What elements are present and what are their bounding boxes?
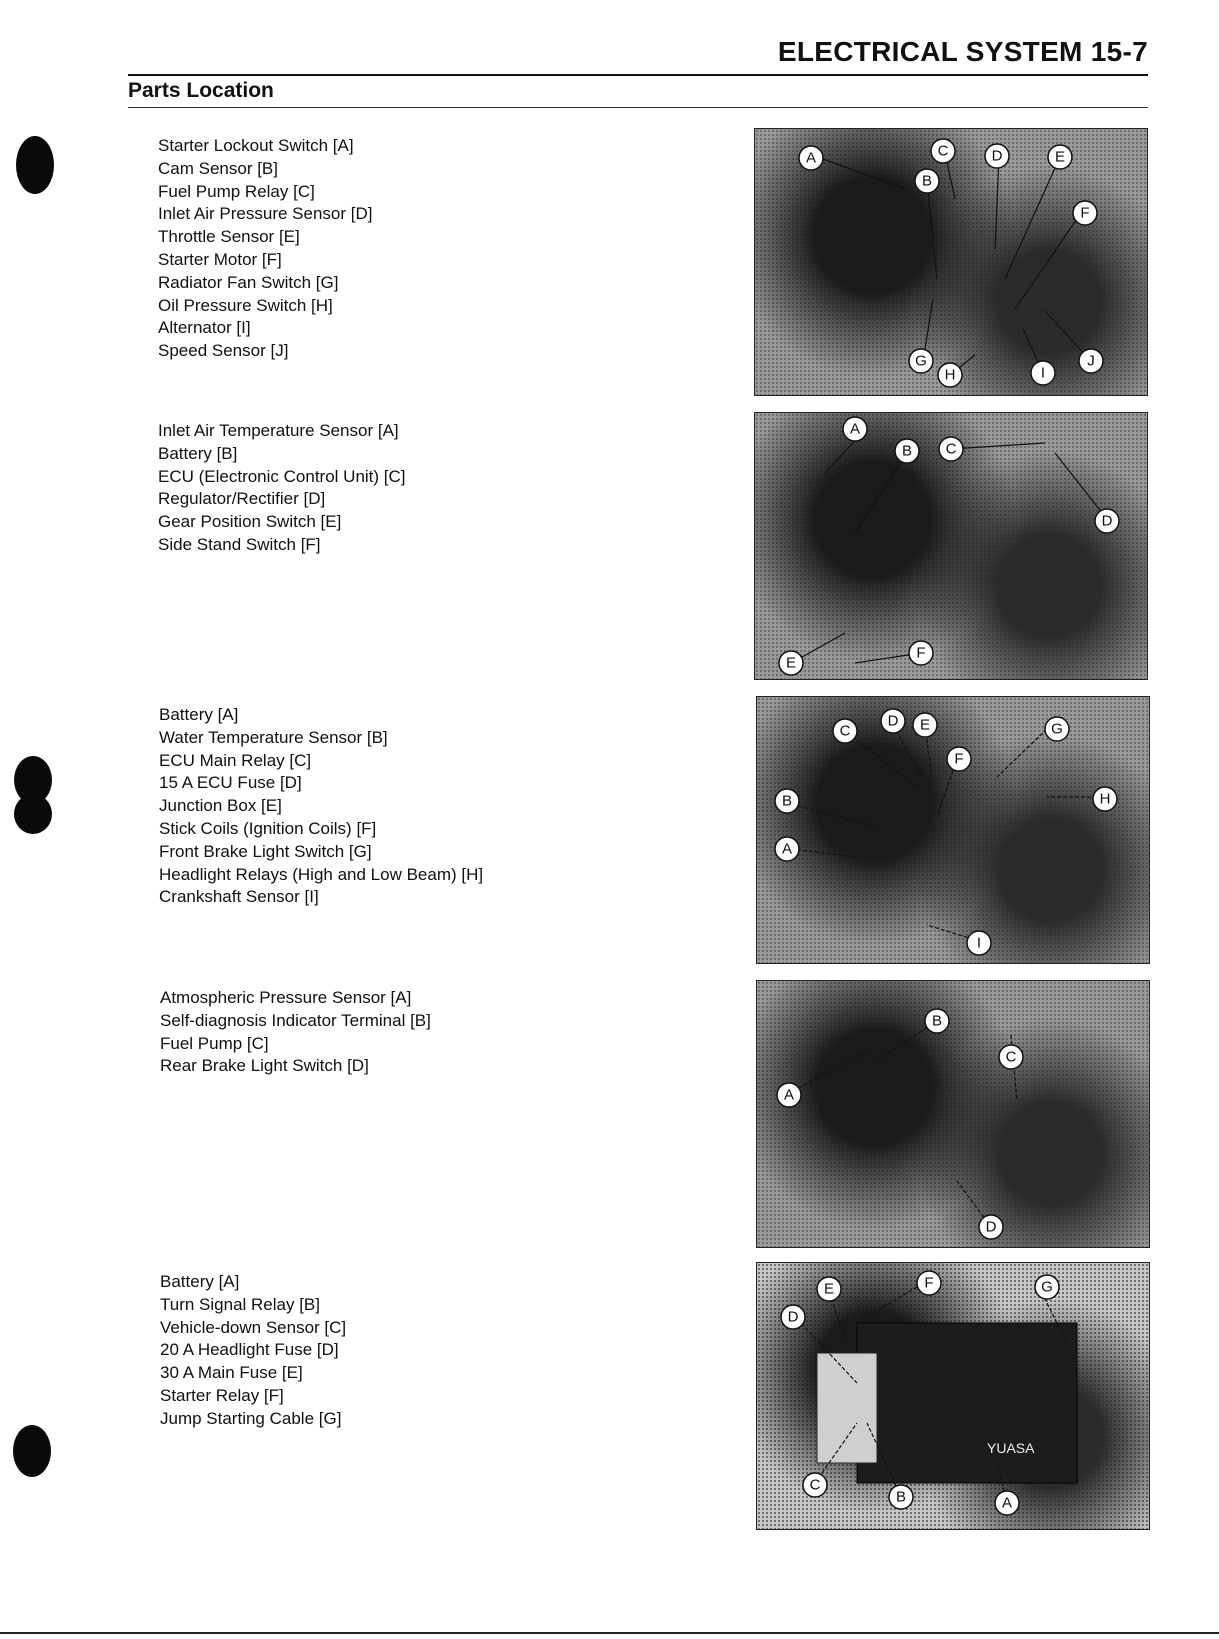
section-title: Parts Location <box>128 79 274 102</box>
parts-list-group-5 <box>160 1271 346 1431</box>
parts-list-item: ECU (Electronic Control Unit) [C] <box>158 466 406 486</box>
parts-list-group-2 <box>158 420 406 557</box>
section-rule <box>128 107 1148 108</box>
parts-list-item: Starter Motor [F] <box>158 249 282 269</box>
parts-list-item: Inlet Air Temperature Sensor [A] <box>158 421 399 440</box>
photo-callout: B <box>895 1488 907 1506</box>
parts-list-item: Junction Box [E] <box>159 796 282 816</box>
parts-list-item: Self-diagnosis Indicator Terminal [B] <box>160 1010 431 1030</box>
parts-list-item: Fuel Pump Relay [C] <box>158 181 315 201</box>
parts-list-item: Jump Starting Cable [G] <box>160 1408 342 1428</box>
parts-list-item: Battery [A] <box>159 705 239 724</box>
parts-list-item: Battery [A] <box>160 1272 240 1291</box>
parts-list-item: Stick Coils (Ignition Coils) [F] <box>159 818 377 838</box>
photo-callout: H <box>944 366 956 384</box>
parts-list-item: Throttle Sensor [E] <box>158 227 300 247</box>
photo-callout: A <box>783 1086 795 1104</box>
photo-callout: D <box>887 712 899 730</box>
parts-list-item: Water Temperature Sensor [B] <box>159 727 388 747</box>
photo-callout: A <box>781 840 793 858</box>
parts-list-item: Front Brake Light Switch [G] <box>159 841 372 861</box>
parts-list-item: Atmospheric Pressure Sensor [A] <box>160 988 412 1007</box>
binder-hole-3 <box>14 794 52 834</box>
parts-list-item: Vehicle-down Sensor [C] <box>160 1317 347 1337</box>
photo-callout: H <box>1099 790 1111 808</box>
photo-callout: E <box>919 716 931 734</box>
parts-list-group-3 <box>159 704 483 909</box>
photo-callout: C <box>937 142 949 160</box>
page-header-title: ELECTRICAL SYSTEM 15-7 <box>777 36 1148 67</box>
photo-callout: D <box>985 1218 997 1236</box>
photo-callout: F <box>916 644 926 662</box>
parts-list-item: ECU Main Relay [C] <box>159 750 312 770</box>
photo-callout: E <box>823 1280 835 1298</box>
photo-group-1 <box>754 128 1148 396</box>
parts-list-item: Speed Sensor [J] <box>158 341 289 361</box>
photo-callout: J <box>1087 352 1095 370</box>
photo-callout: B <box>921 172 933 190</box>
parts-list-item: 30 A Main Fuse [E] <box>160 1363 303 1383</box>
photo-callout: D <box>1101 512 1113 530</box>
photo-callout: G <box>915 352 927 370</box>
photo-callout: C <box>945 440 957 458</box>
photo-group-3 <box>756 696 1150 964</box>
photo-group-5 <box>756 1262 1150 1530</box>
photo-callout: C <box>809 1476 821 1494</box>
parts-list-item: 15 A ECU Fuse [D] <box>159 773 302 793</box>
parts-list-item: Cam Sensor [B] <box>158 158 278 178</box>
photo-callout: F <box>924 1274 934 1292</box>
photo-callout: G <box>1051 720 1063 738</box>
photo-callout: F <box>1080 204 1090 222</box>
photo-callout: I <box>976 934 982 952</box>
photo-callout: A <box>849 420 861 438</box>
parts-list-item: Crankshaft Sensor [I] <box>159 887 319 907</box>
photo-callout: B <box>901 442 913 460</box>
photo-group-2 <box>754 412 1148 680</box>
parts-list-item: Inlet Air Pressure Sensor [D] <box>158 204 373 224</box>
parts-list-item: Regulator/Rectifier [D] <box>158 489 326 509</box>
parts-list-item: 20 A Headlight Fuse [D] <box>160 1340 339 1360</box>
parts-list-item: Oil Pressure Switch [H] <box>158 295 333 315</box>
photo-group-4 <box>756 980 1150 1248</box>
header-rule <box>128 74 1148 76</box>
photo-callout: D <box>991 147 1003 165</box>
photo-callout: C <box>839 722 851 740</box>
parts-list-item: Battery [B] <box>158 443 238 463</box>
parts-list-item: Rear Brake Light Switch [D] <box>160 1056 369 1076</box>
battery-brand-label: YUASA <box>987 1440 1035 1456</box>
photo-callout: C <box>1005 1048 1017 1066</box>
binder-hole-4 <box>13 1425 51 1477</box>
parts-list-item: Turn Signal Relay [B] <box>160 1294 320 1314</box>
photo-callout: A <box>805 149 817 167</box>
parts-list-group-1 <box>158 135 372 363</box>
photo-callout: I <box>1040 364 1046 382</box>
parts-list-group-4 <box>160 987 431 1078</box>
photo-callout: B <box>781 792 793 810</box>
parts-list-item: Gear Position Switch [E] <box>158 512 342 532</box>
parts-list-item: Starter Relay [F] <box>160 1385 284 1405</box>
parts-list-item: Alternator [I] <box>158 318 251 338</box>
footer-rule <box>0 1632 1219 1634</box>
parts-list-item: Fuel Pump [C] <box>160 1033 269 1053</box>
photo-callout: E <box>1054 148 1066 166</box>
photo-callout: B <box>931 1012 943 1030</box>
parts-list-item: Radiator Fan Switch [G] <box>158 272 339 292</box>
parts-list-item: Starter Lockout Switch [A] <box>158 136 354 155</box>
photo-callout: D <box>787 1308 799 1326</box>
photo-callout: G <box>1041 1278 1053 1296</box>
photo-callout: E <box>785 654 797 672</box>
parts-list-item: Side Stand Switch [F] <box>158 534 321 554</box>
parts-list-item: Headlight Relays (High and Low Beam) [H] <box>159 864 484 884</box>
photo-callout: F <box>954 750 964 768</box>
binder-hole-1 <box>16 136 54 194</box>
photo-callout: A <box>1001 1494 1013 1512</box>
